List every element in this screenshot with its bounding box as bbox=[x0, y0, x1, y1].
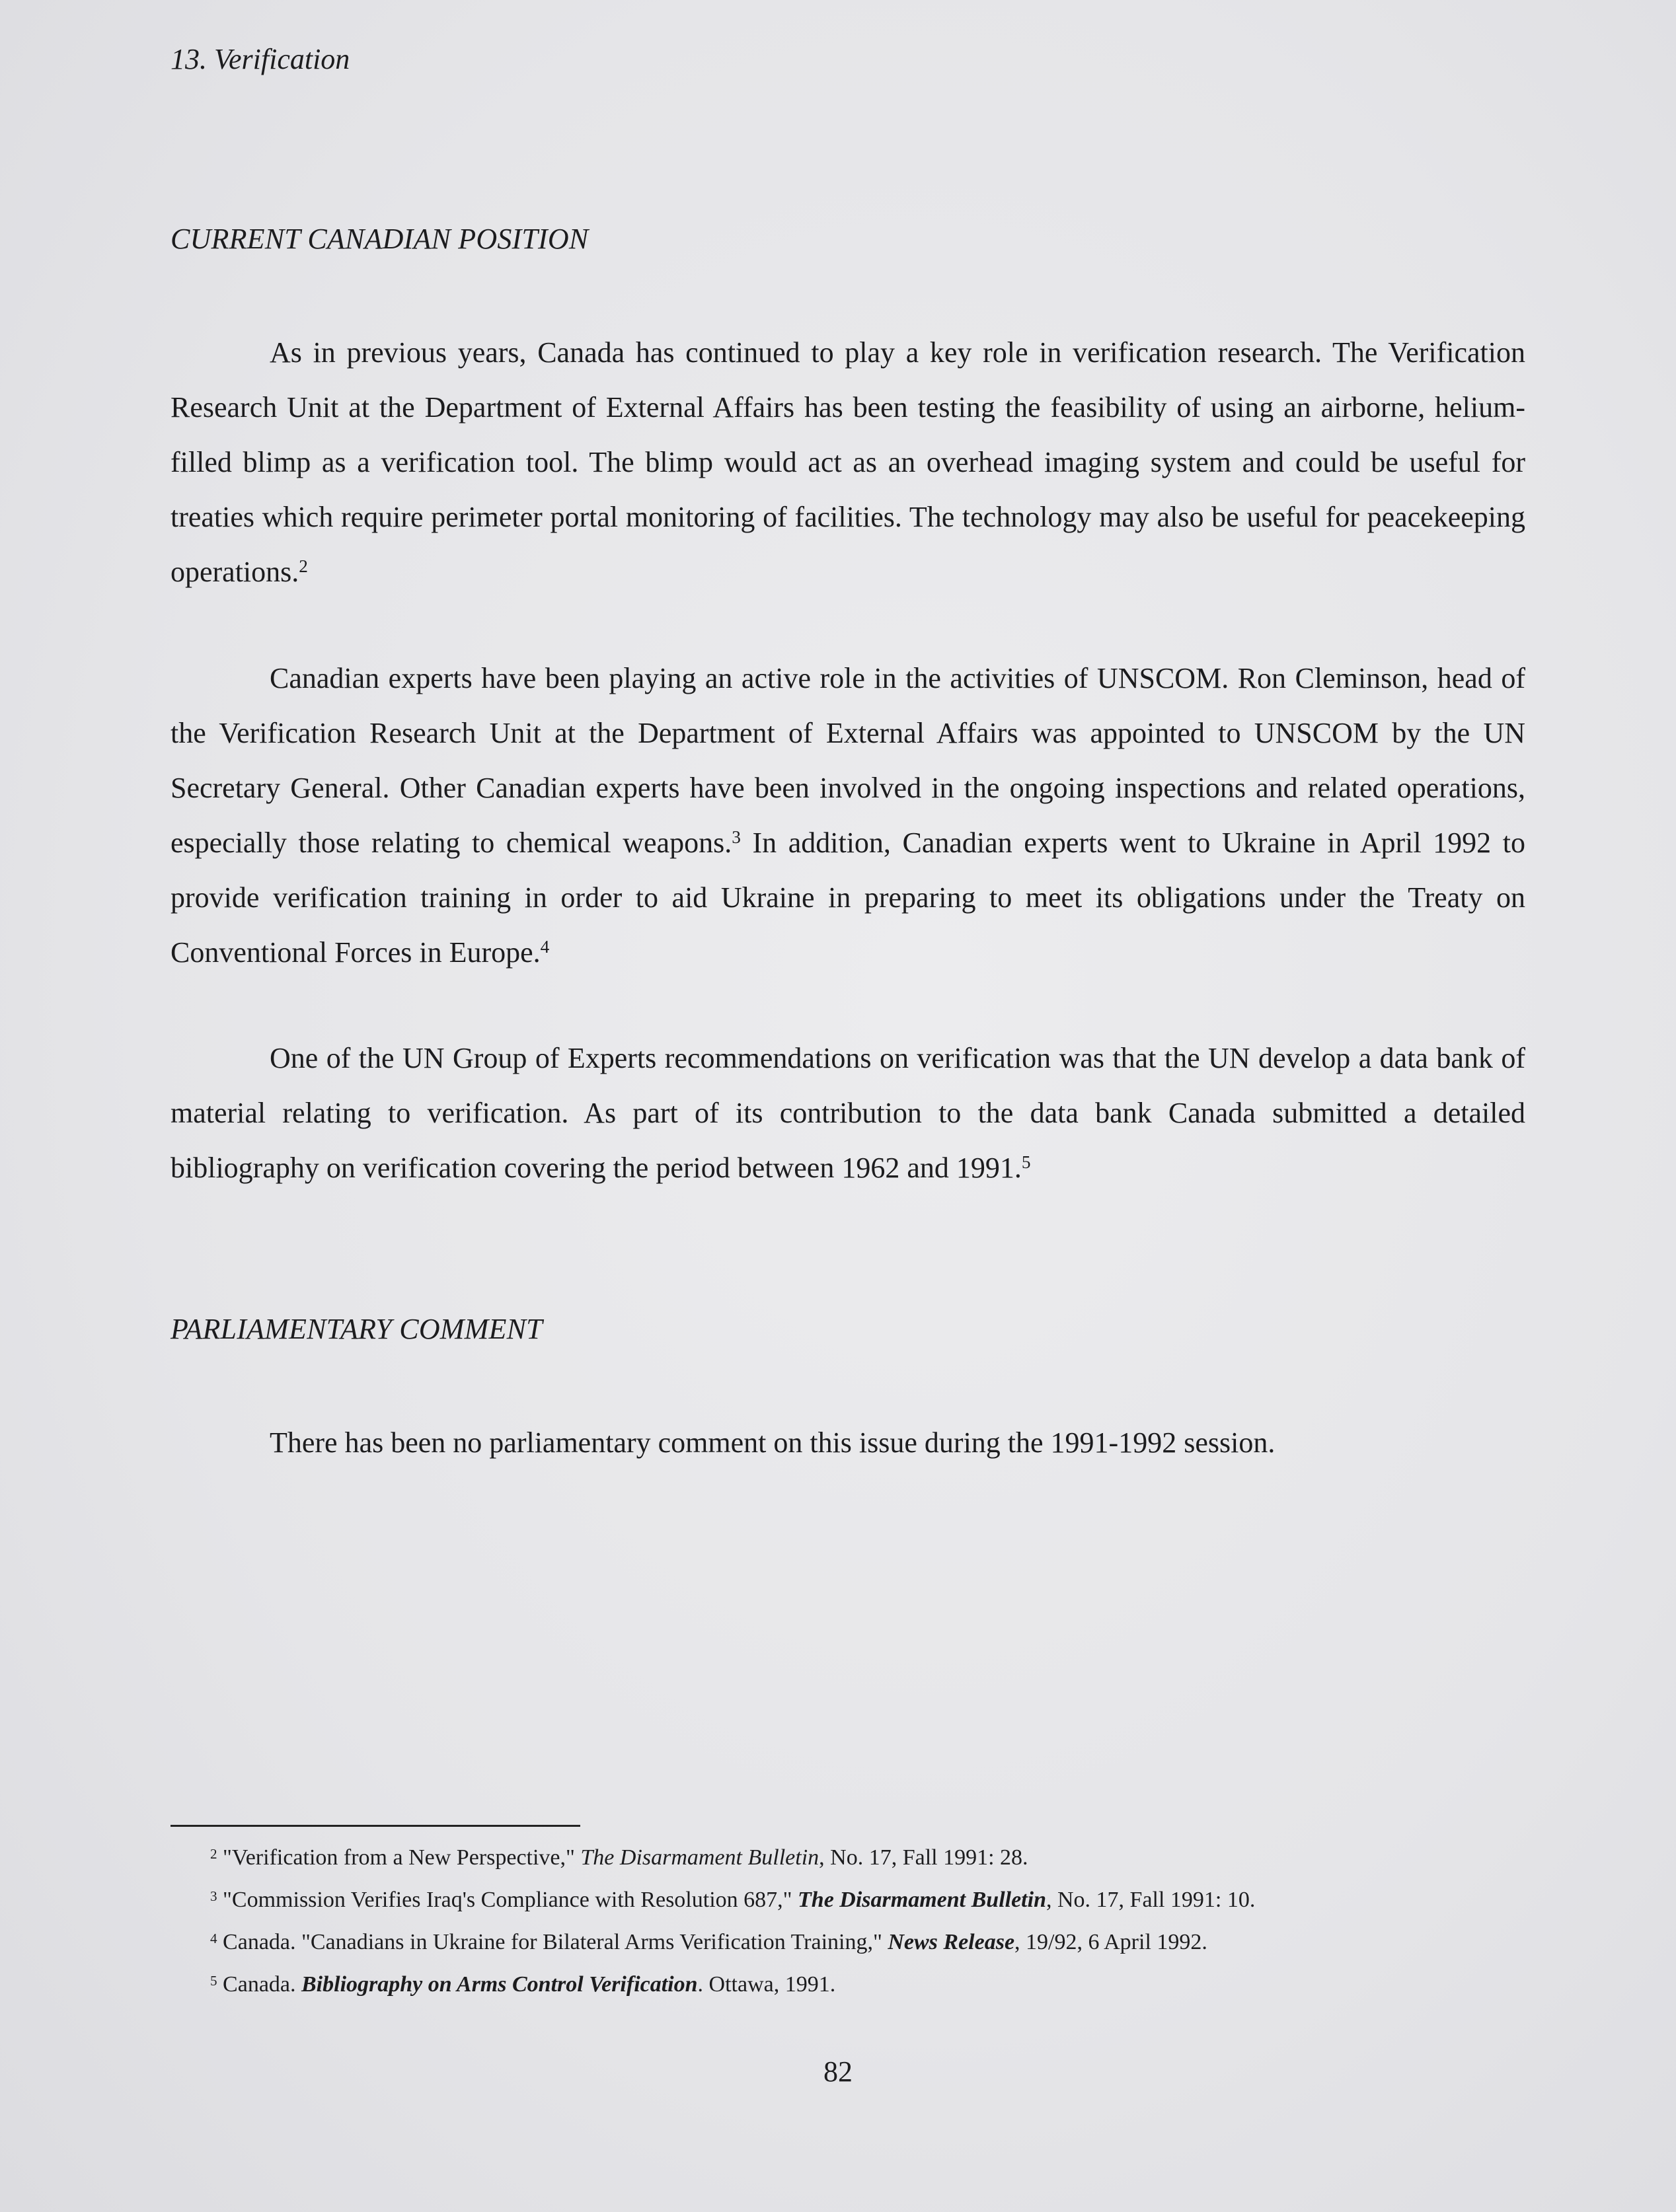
paragraph-blimp-research bbox=[171, 325, 1525, 599]
section-heading-current-canadian-position: CURRENT CANADIAN POSITION bbox=[171, 223, 589, 255]
footnote-item bbox=[171, 1888, 1558, 1930]
running-head: 13. Verification bbox=[171, 43, 350, 75]
footnote-mark: 5 bbox=[210, 1972, 217, 1989]
footnote-divider bbox=[171, 1825, 580, 1827]
footnote-text: Canada. "Canadians in Ukraine for Bilateral Arms Verification Training," bbox=[217, 1930, 888, 1954]
footnote-mark: 2 bbox=[210, 1845, 217, 1862]
footnote-source-title: Bibliography on Arms Control Verification bbox=[301, 1972, 698, 1997]
footnote-ref: 2 bbox=[299, 556, 308, 576]
footnote-text: . Ottawa, 1991. bbox=[697, 1972, 836, 1997]
footnote-ref: 4 bbox=[540, 936, 550, 957]
paragraph-data-bank bbox=[171, 1031, 1525, 1195]
footnote-source-title: The Disarmament Bulletin bbox=[798, 1888, 1046, 1912]
paragraph-unscom bbox=[171, 651, 1525, 980]
footnote-item bbox=[171, 1972, 1558, 2014]
paragraph-text: In addition, Canadian experts went to Ukraine in April 1992 to provide verification training in order to aid Ukraine in preparing to meet its obligations under the Treaty on Conventional Forces in Europe. bbox=[171, 827, 1525, 969]
paragraph-text: As in previous years, Canada has continued to play a key role in verification research. The Verification Research Unit at the Department of External Affairs has been testing the feasibility of using an airborne, helium-filled blimp as a verification tool. The blimp would act as an overhead imaging system and could be useful for treaties which require perimeter portal monitoring of facilities. The technology may also be useful for peacekeeping operations. bbox=[171, 336, 1525, 588]
footnote-text: , No. 17, Fall 1991: 28. bbox=[819, 1845, 1028, 1870]
section-heading-parliamentary-comment: PARLIAMENTARY COMMENT bbox=[171, 1313, 543, 1345]
footnote-mark: 4 bbox=[210, 1930, 217, 1946]
footnote-text: "Commission Verifies Iraq's Compliance with Resolution 687," bbox=[217, 1888, 798, 1912]
footnote-mark: 3 bbox=[210, 1888, 217, 1904]
footnote-source-title: The Disarmament Bulletin bbox=[580, 1845, 819, 1870]
footnote-text: "Verification from a New Perspective," bbox=[217, 1845, 581, 1870]
footnote-ref: 3 bbox=[732, 827, 741, 847]
footnote-text: Canada. bbox=[217, 1972, 301, 1997]
paragraph-text: Canadian experts have been playing an active role in the activities of UNSCOM. Ron Cleminson, head of the Verification Research Unit at the Department of External Affairs was appointed to UNSCOM by the UN Secretary General. Other Canadian experts have been involved in the ongoing inspections and related operations, especially those relating to chemical weapons. bbox=[171, 662, 1525, 859]
footnote-source-title: News Release bbox=[888, 1930, 1015, 1954]
footnote-ref: 5 bbox=[1021, 1152, 1031, 1172]
footnotes-list bbox=[171, 1845, 1558, 2014]
footnote-item bbox=[171, 1930, 1558, 1972]
page-number: 82 bbox=[823, 2055, 853, 2088]
paragraph-text: One of the UN Group of Experts recommendations on verification was that the UN develop a data bank of material relating to verification. As part of its contribution to the data bank Canada submitted a detailed bibliography on verification covering the period between 1962 and 1991. bbox=[171, 1042, 1525, 1184]
footnote-item bbox=[171, 1845, 1558, 1888]
footnote-text: , 19/92, 6 April 1992. bbox=[1014, 1930, 1207, 1954]
paragraph-parliamentary: There has been no parliamentary comment on this issue during the 1991-1992 session. bbox=[270, 1426, 1276, 1459]
footnote-text: , No. 17, Fall 1991: 10. bbox=[1046, 1888, 1256, 1912]
